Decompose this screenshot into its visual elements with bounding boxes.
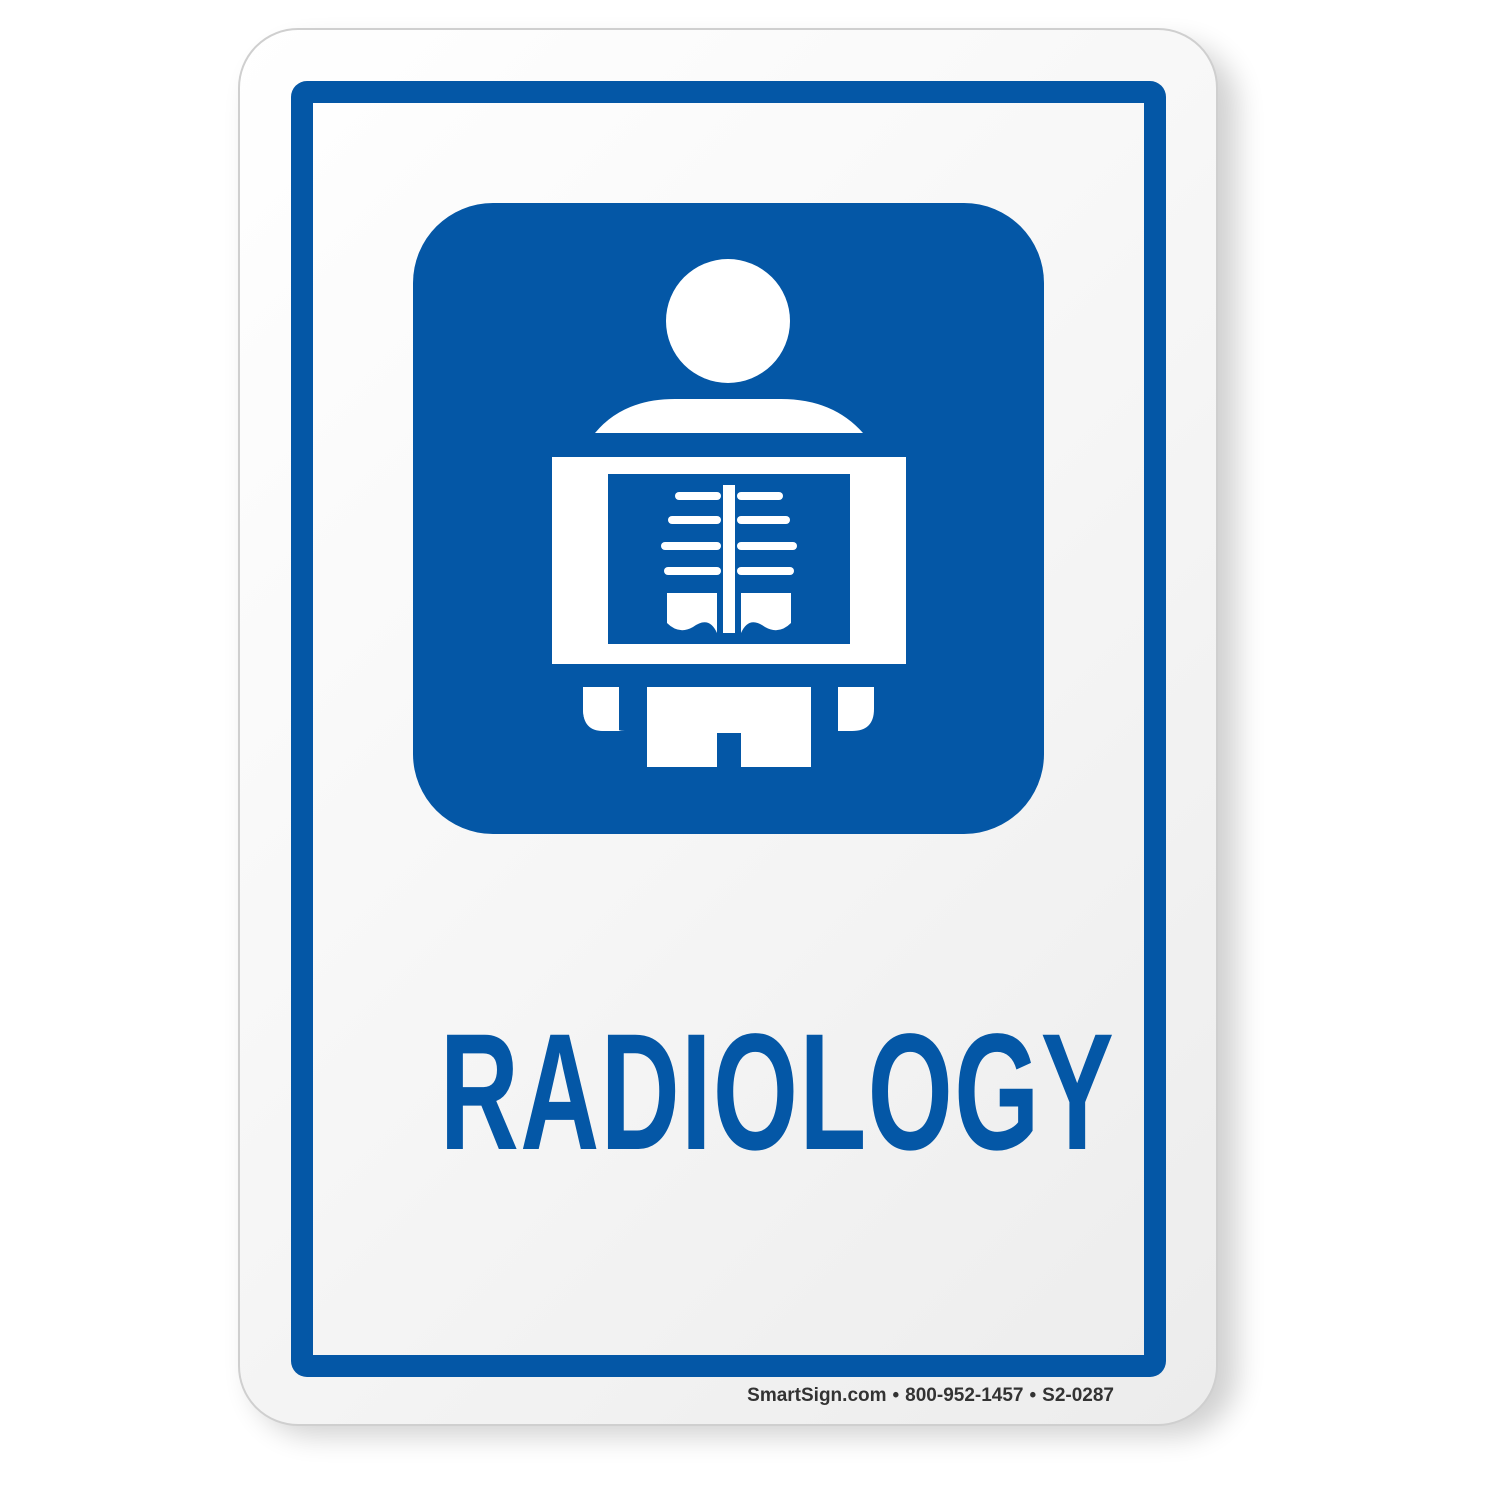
sign-footer [600,1384,1114,1408]
footer-separator: • [892,1385,900,1406]
footer-phone: 800-952-1457 [905,1385,1024,1406]
sign-title: RADIOLOGY [439,1000,1116,1185]
footer-separator: • [1029,1385,1037,1406]
footer-product-code: S2-0287 [1042,1385,1114,1406]
x-ray-chest-icon [413,203,1044,834]
footer-website: SmartSign.com [747,1385,887,1406]
